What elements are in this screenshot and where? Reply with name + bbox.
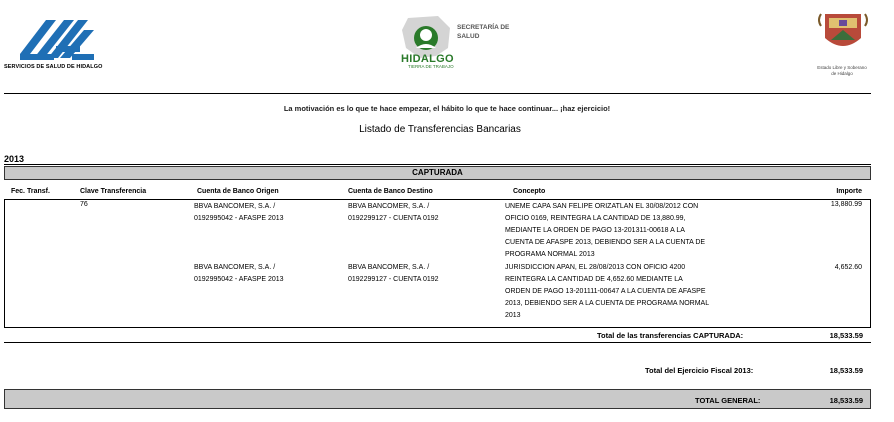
- grand-total-value: 18,533.59: [829, 396, 863, 405]
- center-logo-word: HIDALGO: [401, 53, 454, 65]
- row-concepto-line: ORDEN DE PAGO 13-201111-00647 A LA CUENTA DE AFASPE: [505, 288, 706, 295]
- col-header-concepto: Concepto: [513, 188, 546, 195]
- fiscal-total-label: Total del Ejercicio Fiscal 2013:: [645, 366, 754, 375]
- row-origen-bank: BBVA BANCOMER, S.A. /: [194, 264, 276, 271]
- row-importe: 4,652.60: [834, 264, 862, 271]
- row-concepto-line: 2013: [505, 312, 521, 319]
- state-coat-of-arms-icon: [815, 10, 871, 54]
- row-destino-account: 0192299127 - CUENTA 0192: [348, 215, 439, 222]
- secretaria-line-1: SECRETARÍA DE: [457, 24, 510, 31]
- row-destino-bank: BBVA BANCOMER, S.A. /: [348, 264, 430, 271]
- row-origen-account: 0192995042 - AFASPE 2013: [194, 276, 284, 283]
- report-title: Listado de Transferencias Bancarias: [359, 124, 521, 135]
- right-caption-line-1: Estado Libre y Soberano: [817, 65, 867, 70]
- col-header-fec-transf: Fec. Transf.: [11, 188, 50, 195]
- secretaria-salud-label: [457, 23, 509, 41]
- table-total-divider: [4, 327, 871, 328]
- right-logo-caption: [813, 65, 871, 76]
- row-concepto-line: PROGRAMA NORMAL 2013: [505, 251, 595, 258]
- row-origen-bank: BBVA BANCOMER, S.A. /: [194, 203, 276, 210]
- secretaria-line-2: SALUD: [457, 33, 480, 40]
- header-divider: [4, 93, 871, 94]
- center-logo-subtitle: TIERRA DE TRABAJO: [408, 64, 454, 69]
- row-concepto-line: MEDIANTE LA ORDEN DE PAGO 13-201311-00618 A LA: [505, 227, 685, 234]
- section-total-label: Total de las transferencias CAPTURADA:: [597, 331, 744, 340]
- col-header-clave: Clave Transferencia: [80, 188, 147, 195]
- left-logo-caption: SERVICIOS DE SALUD DE HIDALGO: [4, 64, 103, 70]
- row-concepto-line: UNEME CAPA SAN FELIPE ORIZATLAN EL 30/08/2012 CON: [505, 203, 699, 210]
- year-divider: [4, 164, 871, 165]
- row-clave: 76: [80, 201, 88, 208]
- grand-total-label: TOTAL GENERAL:: [695, 396, 761, 405]
- section-total-divider: [4, 342, 871, 343]
- fiscal-total-value: 18,533.59: [829, 366, 863, 375]
- col-header-destino: Cuenta de Banco Destino: [348, 188, 433, 195]
- row-destino-account: 0192299127 - CUENTA 0192: [348, 276, 439, 283]
- col-header-origen: Cuenta de Banco Origen: [197, 188, 279, 195]
- section-header-capturada: CAPTURADA: [4, 166, 871, 180]
- row-concepto-line: 2013, DEBIENDO SER A LA CUENTA DE PROGRAMA NORMAL: [505, 300, 710, 307]
- row-importe: 13,880.99: [830, 201, 862, 208]
- section-total-value: 18,533.59: [829, 331, 863, 340]
- right-caption-line-2: de Hidalgo: [831, 70, 853, 76]
- row-concepto-line: JURISDICCION APAN, EL 28/08/2013 CON OFICIO 4200: [505, 264, 686, 271]
- row-origen-account: 0192995042 - AFASPE 2013: [194, 215, 284, 222]
- row-concepto-line: OFICIO 0169, REINTEGRA LA CANTIDAD DE 13,880.99,: [505, 215, 686, 222]
- row-concepto-line: CUENTA DE AFASPE 2013, DEBIENDO SER A LA CUENTA DE: [505, 239, 706, 246]
- row-destino-bank: BBVA BANCOMER, S.A. /: [348, 203, 430, 210]
- fiscal-year: 2013: [4, 154, 25, 164]
- col-header-importe: Importe: [836, 188, 862, 195]
- row-concepto-line: REINTEGRA LA CANTIDAD DE 4,652.60 MEDIANTE LA: [505, 276, 683, 283]
- motto-text: La motivación es lo que te hace empezar, el hábito lo que te hace continuar... ¡haz ejercicio!: [283, 104, 611, 113]
